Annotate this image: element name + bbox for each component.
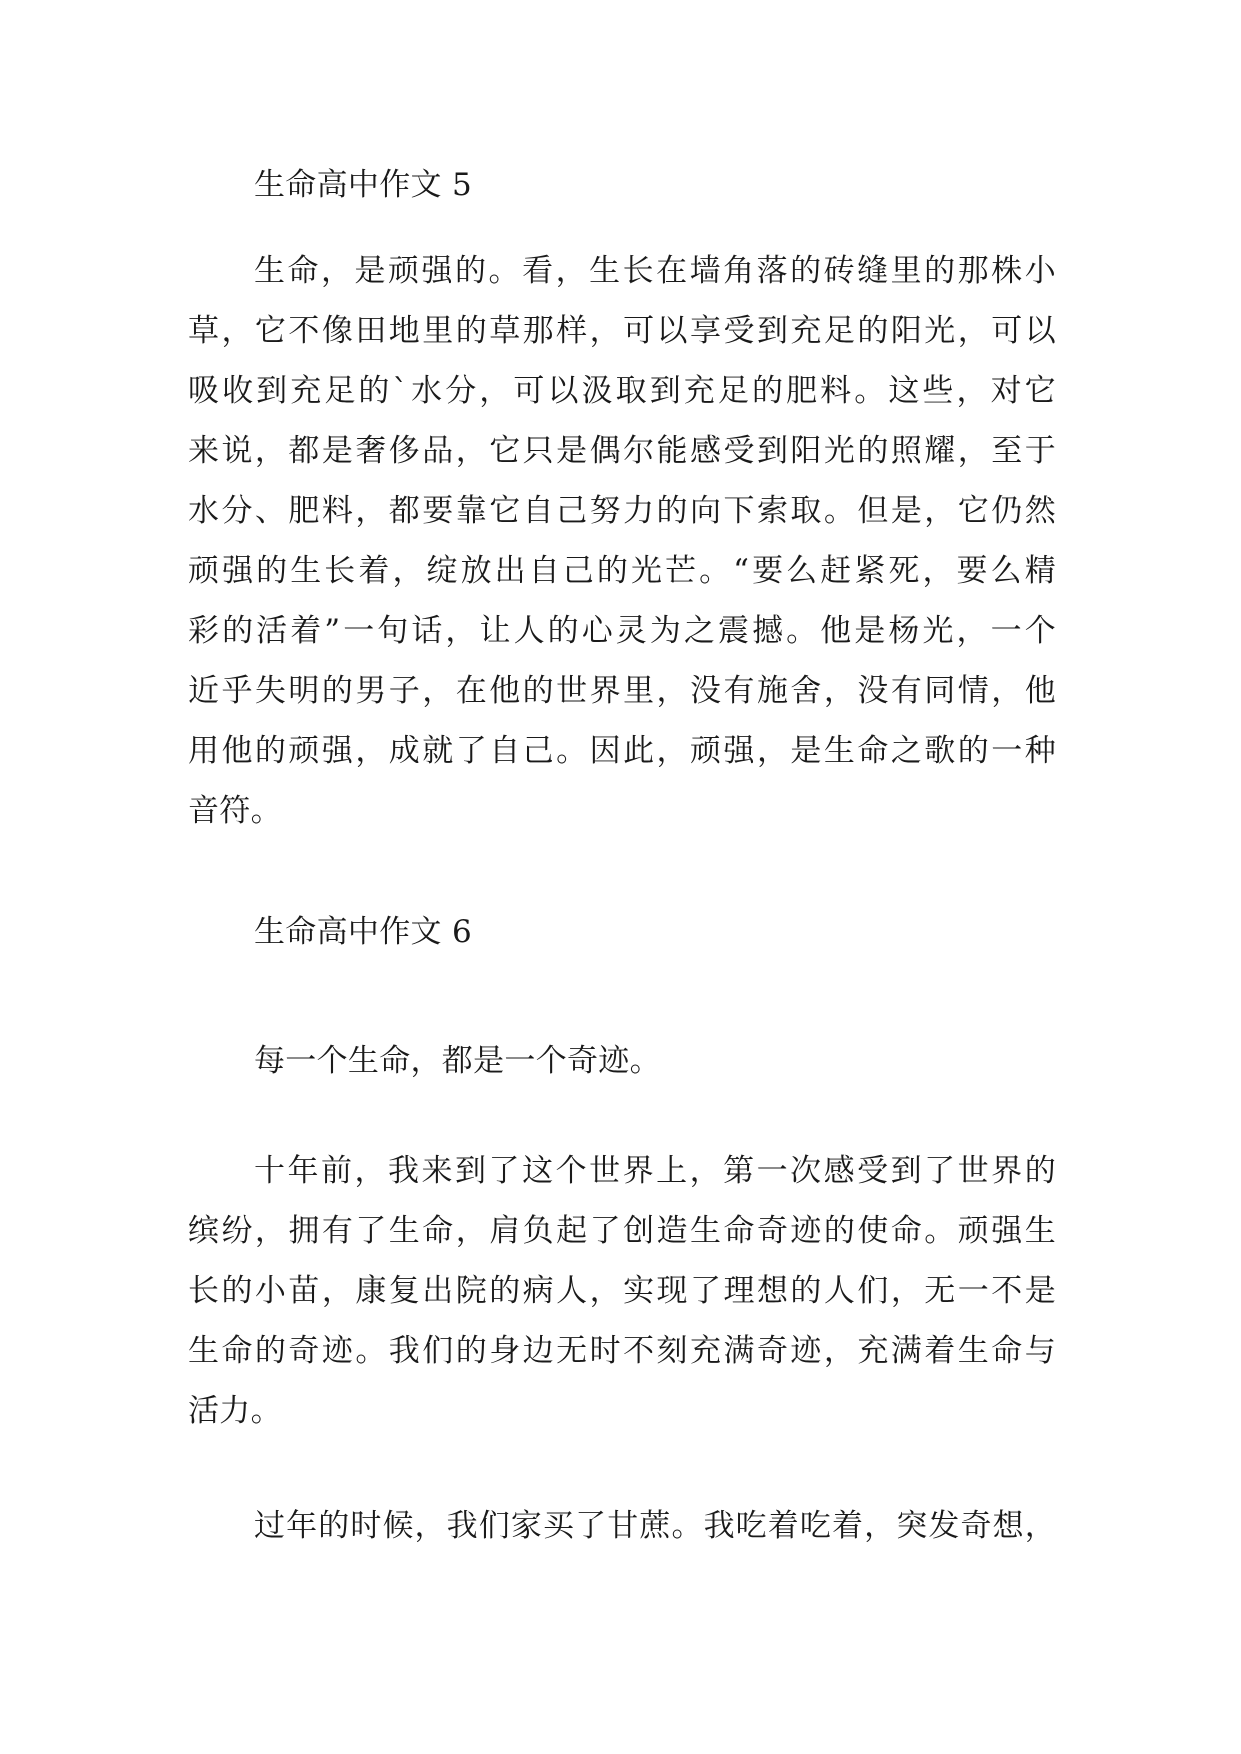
essay-6-paragraph-3 (188, 1496, 1056, 1556)
paragraph-line: 生命，是顽强的。看，生长在墙角落的砖缝里的那株小 (254, 253, 1056, 289)
essay-5-title: 生命高中作文 5 (254, 167, 472, 203)
paragraph-line: 水分、肥料，都要靠它自己努力的向下索取。但是，它仍然 (188, 493, 1056, 529)
paragraph-line: 草，它不像田地里的草那样，可以享受到充足的阳光，可以 (188, 313, 1056, 349)
paragraph-line: 彩的活着”一句话，让人的心灵为之震撼。他是杨光，一个 (188, 613, 1056, 649)
essay-6-title: 生命高中作文 6 (254, 914, 472, 950)
paragraph-line: 吸收到充足的`水分，可以汲取到充足的肥料。这些，对它 (188, 373, 1056, 409)
paragraph-line: 长的小苗，康复出院的病人，实现了理想的人们，无一不是 (188, 1273, 1056, 1309)
paragraph-line: 生命的奇迹。我们的身边无时不刻充满奇迹，充满着生命与 (188, 1333, 1056, 1369)
paragraph-line: 十年前，我来到了这个世界上，第一次感受到了世界的 (254, 1153, 1056, 1189)
essay-5-paragraph (188, 241, 1056, 841)
paragraph-line: 音符。 (188, 793, 282, 829)
paragraph-line: 来说，都是奢侈品，它只是偶尔能感受到阳光的照耀，至于 (188, 433, 1056, 469)
essay-6-paragraph-1 (188, 1031, 1056, 1091)
paragraph-line: 近乎失明的男子，在他的世界里，没有施舍，没有同情，他 (188, 673, 1056, 709)
paragraph-line: 用他的顽强，成就了自己。因此，顽强，是生命之歌的一种 (188, 733, 1056, 769)
paragraph-line: 过年的时候，我们家买了甘蔗。我吃着吃着，突发奇想， (254, 1508, 1056, 1544)
paragraph-line: 缤纷，拥有了生命，肩负起了创造生命奇迹的使命。顽强生 (188, 1213, 1056, 1249)
paragraph-line: 每一个生命，都是一个奇迹。 (254, 1043, 661, 1079)
paragraph-line: 顽强的生长着，绽放出自己的光芒。“要么赶紧死，要么精 (188, 553, 1056, 589)
essay-6-paragraph-2 (188, 1141, 1056, 1441)
paragraph-line: 活力。 (188, 1393, 282, 1429)
